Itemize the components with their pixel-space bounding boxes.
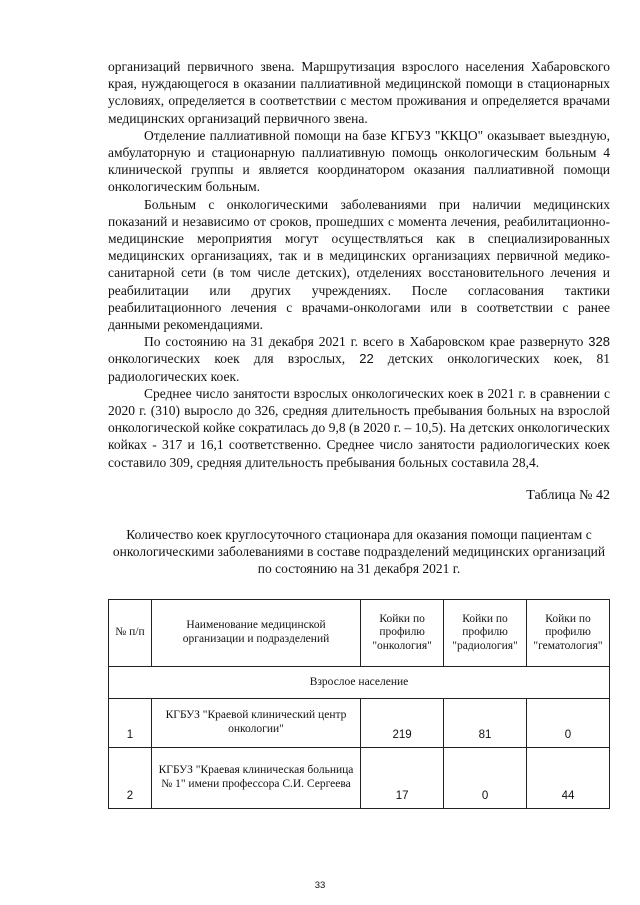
cell-num: 2 bbox=[109, 747, 152, 808]
header-num: № п/п bbox=[109, 599, 152, 666]
page-number: 33 bbox=[314, 880, 326, 891]
paragraph-routing: организаций первичного звена. Маршрутизация взрослого населения Хабаровского края, нуждающегося в оказании паллиативной медицинской помощи в стационарных условиях, определяется в соответствии с местом проживания и определяется врачами медицинских организаций первичного звена. bbox=[108, 59, 610, 126]
adult-beds-number: 328 bbox=[588, 334, 610, 350]
cell-radiology: 0 bbox=[444, 747, 527, 808]
child-beds-number: 22 bbox=[359, 351, 374, 367]
table-row bbox=[109, 698, 610, 747]
cell-oncology: 219 bbox=[361, 698, 444, 747]
paragraph-bed-occupancy: Среднее число занятости взрослых онкологических коек в 2021 г. в сравнении с 2020 г. (310) выросло до 326, средняя длительность пребывания больных на взрослой онкологической койке сократилась до 9,8 (в 2020 г. – 10,5). На детских онкологических койках - 317 и 16,1 соответственно. Среднее число занятости радиологических коек составило 309, средняя длительность пребывания больных составила 28,4. bbox=[108, 385, 610, 470]
section-row bbox=[109, 666, 610, 698]
cell-radiology: 81 bbox=[444, 698, 527, 747]
section-adult: Взрослое население bbox=[109, 666, 610, 698]
cell-hematology: 44 bbox=[527, 747, 610, 808]
cell-oncology: 17 bbox=[361, 747, 444, 808]
bed-count-text-c: детских онкологических коек, 81 радиологических коек. bbox=[108, 351, 610, 384]
header-oncology: Койки по профилю "онкология" bbox=[361, 599, 444, 666]
document-page bbox=[108, 58, 610, 809]
header-hematology: Койки по профилю "гематология" bbox=[527, 599, 610, 666]
cell-num: 1 bbox=[109, 698, 152, 747]
bed-count-text-a: По состоянию на 31 декабря 2021 г. всего в Хабаровском крае развернуто bbox=[144, 334, 589, 350]
table-row bbox=[109, 747, 610, 808]
table-title: Количество коек круглосуточного стационара для оказания помощи пациентам с онкологическими заболеваниями в составе подразделений медицинских организаций по состоянию на 31 декабря 2021 г. bbox=[112, 526, 606, 576]
beds-table bbox=[108, 599, 610, 809]
bed-count-text-b: онкологических коек для взрослых, bbox=[108, 351, 360, 367]
header-org: Наименование медицинской организации и подразделений bbox=[151, 599, 360, 666]
table-header-row bbox=[109, 599, 610, 666]
cell-hematology: 0 bbox=[527, 698, 610, 747]
paragraph-rehabilitation: Больным с онкологическими заболеваниями при наличии медицинских показаний и независимо от сроков, прошедших с момента лечения, реабилитационно-медицинские мероприятия могут осуществляться как в специализированных медицинских организациях, так и в медицинских организациях первичной медико-санитарной сети (в том числе детских), отделениях восстановительного лечения и реабилитации или других учреждениях. После согласования тактики реабилитационного лечения с врачами-онкологами или в соответствии с ранее данными рекомендациями. bbox=[108, 196, 610, 333]
cell-org: КГБУЗ "Краевая клиническая больница № 1" имени профессора С.И. Сергеева bbox=[151, 747, 360, 808]
cell-org: КГБУЗ "Краевой клинический центр онкологии" bbox=[151, 698, 360, 747]
table-number: Таблица № 42 bbox=[526, 487, 610, 503]
header-radiology: Койки по профилю "радиология" bbox=[444, 599, 527, 666]
paragraph-bed-count bbox=[108, 333, 610, 385]
paragraph-palliative-department: Отделение паллиативной помощи на базе КГБУЗ "ККЦО" оказывает выездную, амбулаторную и стационарную паллиативную помощь онкологическим больным 4 клинической группы и является координатором оказания паллиативной помощи онкологическим больным. bbox=[108, 127, 610, 195]
